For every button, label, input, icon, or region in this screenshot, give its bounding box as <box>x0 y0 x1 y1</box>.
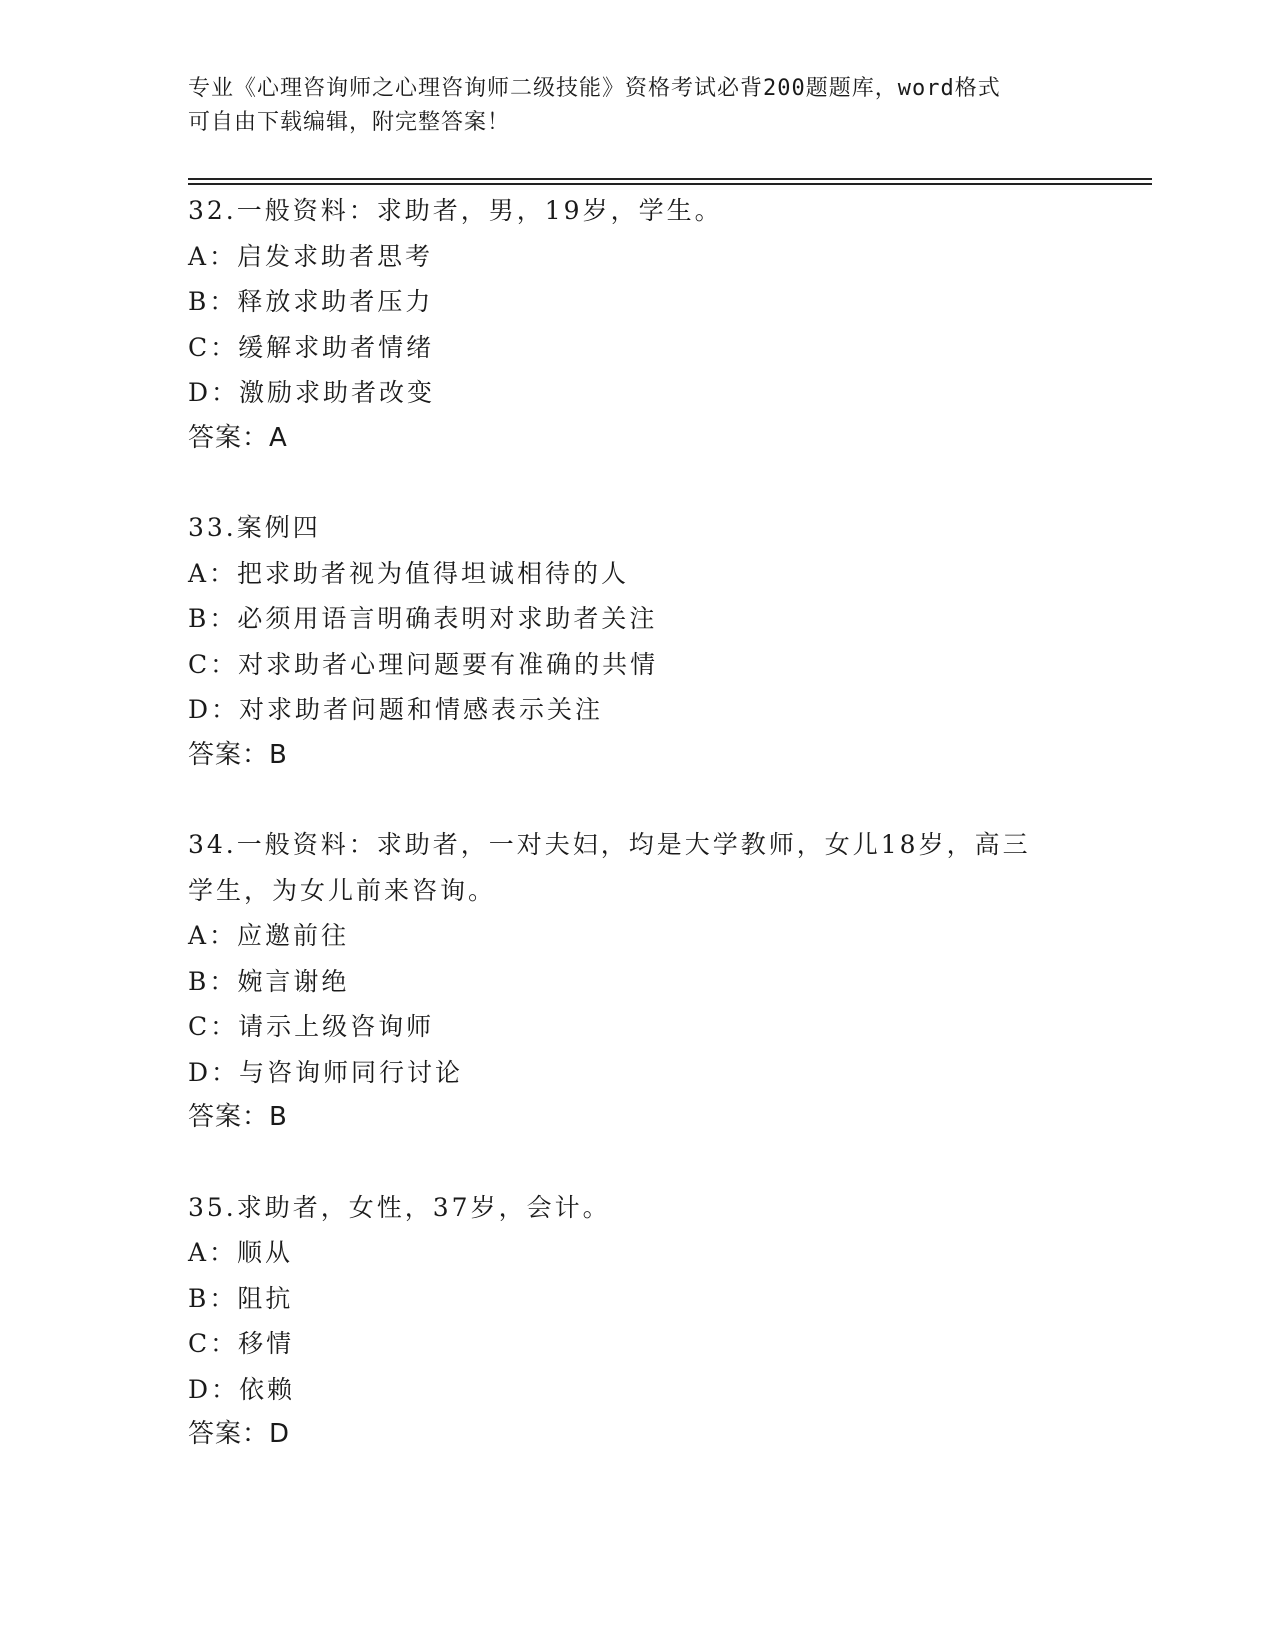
option-a: A：把求助者视为值得坦诚相待的人 <box>188 558 630 588</box>
document-header <box>188 72 1068 140</box>
question-stem: 34.一般资料：求助者，一对夫妇，均是大学教师，女儿18岁，高三 <box>188 830 1031 859</box>
question-32 <box>188 188 1088 461</box>
option-d: D：依赖 <box>188 1374 296 1404</box>
answer-line: 答案：D <box>188 1419 291 1449</box>
option-c: C：移情 <box>188 1329 295 1358</box>
question-33 <box>188 505 1088 778</box>
answer-line: 答案：A <box>188 422 288 453</box>
question-stem-continued: 学生，为女儿前来咨询。 <box>188 875 497 905</box>
option-c: C：对求助者心理问题要有准确的共情 <box>188 649 659 679</box>
answer-line: 答案：B <box>188 1102 288 1132</box>
option-c: C：缓解求助者情绪 <box>188 332 435 362</box>
option-a: A：启发求助者思考 <box>188 241 434 271</box>
question-stem: 33.案例四 <box>188 513 321 542</box>
option-d: D：激励求助者改变 <box>188 378 436 407</box>
option-d: D：与咨询师同行讨论 <box>188 1057 464 1087</box>
option-b: B：阻抗 <box>188 1283 294 1313</box>
option-b: B：婉言谢绝 <box>188 966 350 996</box>
header-line-1: 专业《心理咨询师之心理咨询师二级技能》资格考试必背200题题库，word格式 <box>188 76 1001 101</box>
question-34 <box>188 822 1088 1141</box>
question-stem: 35.求助者，女性，37岁，会计。 <box>188 1192 611 1222</box>
answer-line: 答案：B <box>188 739 288 770</box>
option-a: A：应邀前往 <box>188 921 350 950</box>
option-a: A：顺从 <box>188 1238 294 1267</box>
option-d: D：对求助者问题和情感表示关注 <box>188 695 604 724</box>
question-stem: 32.一般资料：求助者，男，19岁，学生。 <box>188 196 723 225</box>
header-rule-top <box>188 178 1152 180</box>
question-35 <box>188 1185 1088 1458</box>
option-b: B：释放求助者压力 <box>188 287 434 316</box>
question-list <box>188 188 1088 1502</box>
header-line-2: 可自由下载编辑，附完整答案！ <box>188 110 511 135</box>
option-c: C：请示上级咨询师 <box>188 1012 435 1041</box>
option-b: B：必须用语言明确表明对求助者关注 <box>188 604 658 633</box>
header-rule-bottom <box>188 183 1152 185</box>
